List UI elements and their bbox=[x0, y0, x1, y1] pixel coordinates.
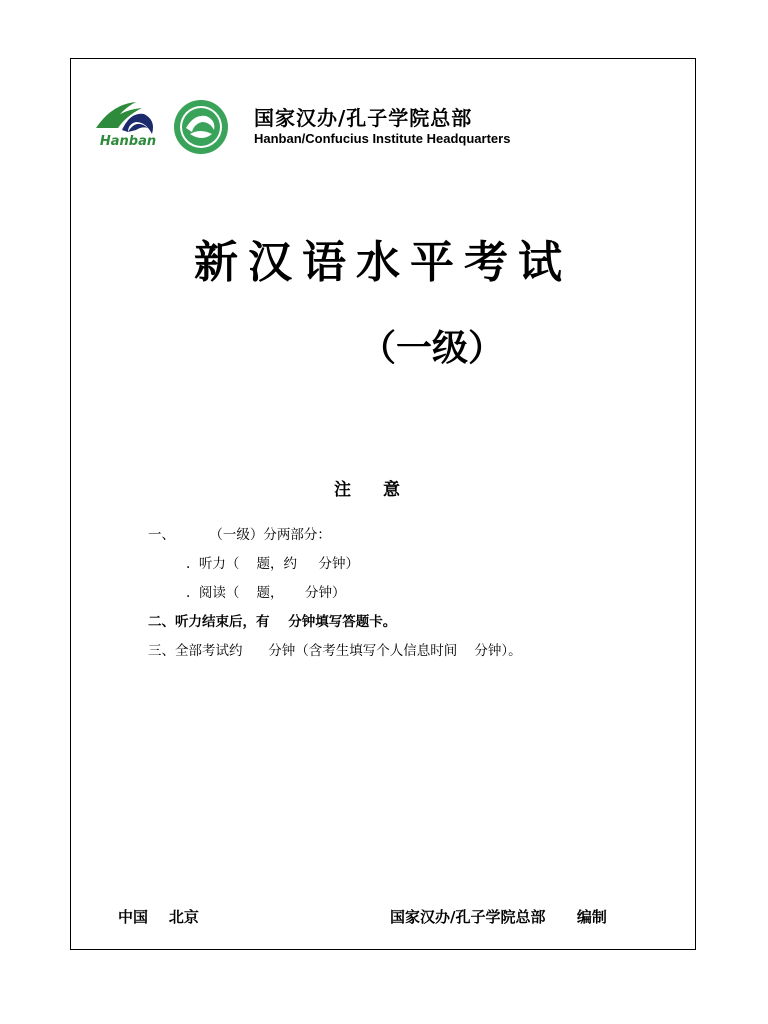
exam-title: 新汉语水平考试 bbox=[194, 237, 572, 288]
footer-publisher: 国家汉办/孔子学院总部 编制 bbox=[390, 908, 607, 926]
confucius-institute-logo-icon bbox=[172, 98, 230, 156]
org-name-chinese: 国家汉办/孔子学院总部 bbox=[254, 106, 473, 130]
notice-line-2: 二、听力结束后，有 分钟填写答题卡。 bbox=[148, 614, 397, 630]
footer-location: 中国 北京 bbox=[118, 908, 199, 926]
exam-level: （一级） bbox=[360, 327, 505, 369]
page-border bbox=[70, 58, 696, 950]
org-name-english: Hanban/Confucius Institute Headquarters bbox=[254, 131, 511, 146]
notice-line-3: 三、全部考试约 分钟（含考生填写个人信息时间 分钟）。 bbox=[148, 643, 522, 659]
notice-line-1: 一、 （一级）分两部分： bbox=[148, 527, 331, 543]
notice-heading: 注意 bbox=[334, 480, 432, 500]
notice-line-reading: . 阅读（ 题， 分钟） bbox=[186, 585, 346, 601]
notice-line-listening: . 听力（ 题，约 分钟） bbox=[186, 556, 359, 572]
header-logos bbox=[92, 98, 552, 158]
hanban-logo-text: Hanban bbox=[99, 134, 157, 149]
